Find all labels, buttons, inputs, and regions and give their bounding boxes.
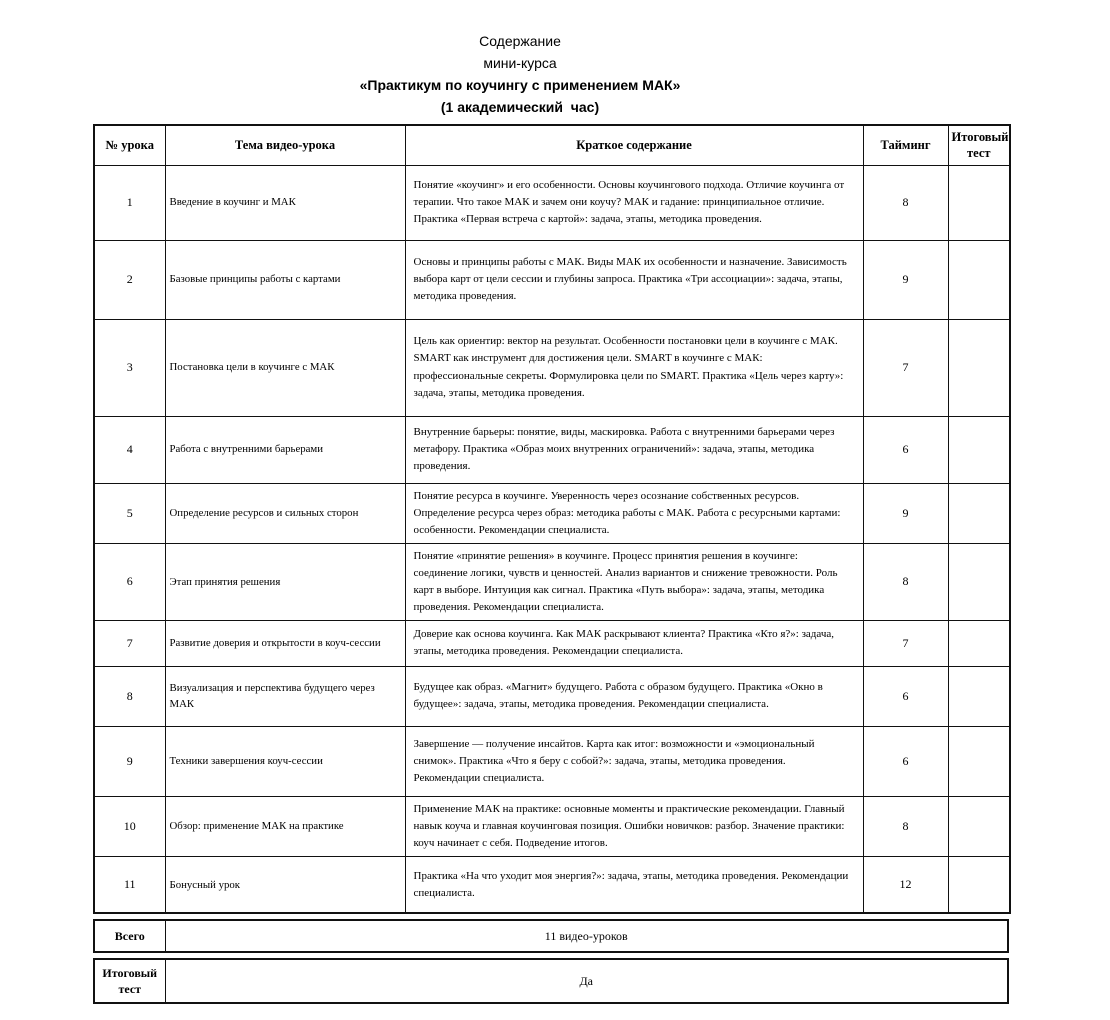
lesson-topic: Работа с внутренними барьерами: [165, 416, 405, 483]
lesson-final-test-cell: [948, 620, 1010, 666]
lesson-number: 5: [94, 483, 165, 543]
lesson-number: 7: [94, 620, 165, 666]
course-title: «Практикум по коучингу с применением МАК»: [359, 77, 681, 93]
lesson-timing: 6: [863, 726, 948, 796]
lesson-topic: Базовые принципы работы с картами: [165, 240, 405, 319]
lesson-number: 1: [94, 165, 165, 240]
lesson-timing: 12: [863, 856, 948, 913]
total-value: 11 видео-уроков: [165, 920, 1008, 952]
table-row: [94, 666, 1010, 726]
lesson-final-test-cell: [948, 483, 1010, 543]
lesson-number: 4: [94, 416, 165, 483]
col-header-timing: Тайминг: [863, 125, 948, 165]
lesson-final-test-cell: [948, 240, 1010, 319]
lesson-topic: Техники завершения коуч-сессии: [165, 726, 405, 796]
lesson-number: 2: [94, 240, 165, 319]
lesson-final-test-cell: [948, 796, 1010, 856]
document-heading: [60, 0, 980, 118]
lesson-timing: 9: [863, 240, 948, 319]
lesson-summary: Будущее как образ. «Магнит» будущего. Работа с образом будущего. Практика «Окно в будущее»: задача, этапы, методика проведения. Рекомендации специалиста.: [405, 666, 863, 726]
lesson-topic: Определение ресурсов и сильных сторон: [165, 483, 405, 543]
lesson-timing: 8: [863, 165, 948, 240]
heading-line-1: Содержание: [479, 33, 561, 49]
lesson-number: 11: [94, 856, 165, 913]
table-row: [94, 620, 1010, 666]
lesson-timing: 7: [863, 620, 948, 666]
lesson-topic: Введение в коучинг и МАК: [165, 165, 405, 240]
lesson-summary: Практика «На что уходит моя энергия?»: задача, этапы, методика проведения. Рекомендации специалиста.: [405, 856, 863, 913]
final-test-value: Да: [165, 959, 1008, 1003]
lesson-topic: Бонусный урок: [165, 856, 405, 913]
lesson-final-test-cell: [948, 856, 1010, 913]
table-row: [94, 726, 1010, 796]
lesson-summary: Применение МАК на практике: основные моменты и практические рекомендации. Главный навык коуча и главная коучинговая позиция. Ошибки новичков: разбор. Значение практики: коуч начинает с себя. Подведение итогов.: [405, 796, 863, 856]
lesson-summary: Доверие как основа коучинга. Как МАК раскрывают клиента? Практика «Кто я?»: задача, этапы, методика проведения. Рекомендации специалиста.: [405, 620, 863, 666]
lesson-number: 9: [94, 726, 165, 796]
heading-line-2: мини-курса: [483, 55, 557, 71]
table-row: [94, 319, 1010, 416]
lesson-summary: Завершение — получение инсайтов. Карта как итог: возможности и «эмоциональный снимок». Практика «Что я беру с собой?»: задача, этапы, методика проведения. Рекомендации специалиста.: [405, 726, 863, 796]
lesson-number: 6: [94, 543, 165, 620]
lesson-final-test-cell: [948, 543, 1010, 620]
lesson-timing: 6: [863, 416, 948, 483]
total-label: Всего: [94, 920, 165, 952]
col-header-summary: Краткое содержание: [405, 125, 863, 165]
lesson-number: 8: [94, 666, 165, 726]
lesson-timing: 6: [863, 666, 948, 726]
table-row: [94, 483, 1010, 543]
col-header-topic: Тема видео-урока: [165, 125, 405, 165]
lesson-final-test-cell: [948, 165, 1010, 240]
lesson-final-test-cell: [948, 726, 1010, 796]
lesson-topic: Развитие доверия и открытости в коуч-сессии: [165, 620, 405, 666]
lesson-final-test-cell: [948, 319, 1010, 416]
table-row: [94, 796, 1010, 856]
course-contents: [93, 124, 1009, 1004]
table-row: [94, 416, 1010, 483]
lesson-timing: 8: [863, 543, 948, 620]
lesson-final-test-cell: [948, 416, 1010, 483]
total-row-table: [93, 919, 1009, 953]
lesson-timing: 8: [863, 796, 948, 856]
lesson-topic: Постановка цели в коучинге с МАК: [165, 319, 405, 416]
table-header-row: [94, 125, 1010, 165]
lesson-summary: Внутренние барьеры: понятие, виды, маскировка. Работа с внутренними барьерами через метафору. Практика «Образ моих внутренних ограничений»: задача, этапы, методика проведения.: [405, 416, 863, 483]
lesson-summary: Понятие «принятие решения» в коучинге. Процесс принятия решения в коучинге: соединение логики, чувств и ценностей. Анализ вариантов и снижение тревожности. Роль карт в выборе. Интуиция как сигнал. Практика «Путь выбора»: задача, этапы, методика проведения. Рекомендации специалиста.: [405, 543, 863, 620]
lesson-topic: Этап принятия решения: [165, 543, 405, 620]
table-row: [94, 543, 1010, 620]
lessons-table: [93, 124, 1011, 914]
table-row: [94, 856, 1010, 913]
course-duration: (1 академический час): [440, 99, 600, 115]
lesson-number: 10: [94, 796, 165, 856]
lesson-summary: Основы и принципы работы с МАК. Виды МАК их особенности и назначение. Зависимость выбора карт от цели сессии и глубины запроса. Практика «Три ассоциации»: задача, этапы, методика проведения.: [405, 240, 863, 319]
final-test-label: Итоговый тест: [94, 959, 165, 1003]
lesson-timing: 7: [863, 319, 948, 416]
table-row: [94, 240, 1010, 319]
lesson-timing: 9: [863, 483, 948, 543]
table-row: [94, 165, 1010, 240]
lesson-final-test-cell: [948, 666, 1010, 726]
lesson-summary: Цель как ориентир: вектор на результат. Особенности постановки цели в коучинге с МАК. SMART как инструмент для достижения цели. SMART в коучинге с МАК: профессиональные секреты. Формулировка цели по SMART. Практика «Цель через карту»: задача, этапы, методика проведения.: [405, 319, 863, 416]
total-row: [94, 920, 1008, 952]
lesson-topic: Обзор: применение МАК на практике: [165, 796, 405, 856]
lesson-topic: Визуализация и перспектива будущего через МАК: [165, 666, 405, 726]
final-test-row-table: [93, 958, 1009, 1004]
lesson-number: 3: [94, 319, 165, 416]
col-header-final-test: Итоговый тест: [948, 125, 1010, 165]
col-header-lesson-number: № урока: [94, 125, 165, 165]
final-test-row: [94, 959, 1008, 1003]
lesson-summary: Понятие «коучинг» и его особенности. Основы коучингового подхода. Отличие коучинга от терапии. Что такое МАК и зачем они коучу? МАК и гадание: принципиальное отличие. Практика «Первая встреча с картой»: задача, этапы, методика проведения.: [405, 165, 863, 240]
lesson-summary: Понятие ресурса в коучинге. Уверенность через осознание собственных ресурсов. Определение ресурса через образ: методика работы с МАК. Работа с ресурсными картами: особенности. Рекомендации специалиста.: [405, 483, 863, 543]
